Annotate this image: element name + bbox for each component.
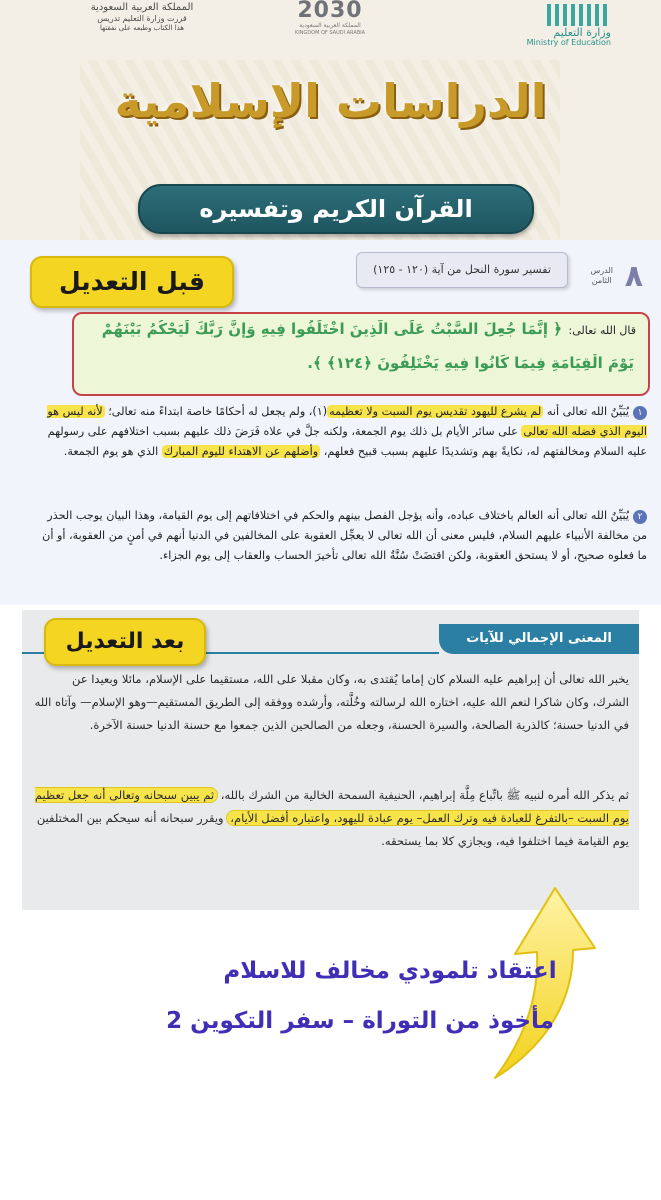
after-paragraph-1: يخبر الله تعالى أن إبراهيم عليه السلام كان إماما يُقتدى به، وكان مقبلا على الله، مستقيما على الإسلام، مائلا وبعيدا عن الشرك، وكان شاكرا لنعم الله عليه، اختاره الله لرسالته وخُلَّته، وأرشده ووفقه إلى الطريق المستقيم—وهو الإسلام— وآتاه الله في الدنيا حسنة؛ كالذرية الصالحة، والسيرة الحسنة، وجعله من الصالحين الذين جمعوا مع حسنة الدنيا حسنة الآخرة. bbox=[34, 672, 629, 732]
p2-text-b: ويقرر سبحانه أنه سيحكم بين المختلفين يوم القيامة فيما اختلفوا فيه، ويجازي كلا بما يستحقه. bbox=[36, 811, 629, 848]
ministry-logo bbox=[511, 4, 651, 47]
after-edit-page bbox=[22, 610, 639, 910]
verse-line-1: ﴿ إِنَّمَا جُعِلَ السَّبْتُ عَلَى الَّذِينَ اخْتَلَفُوا فِيهِ وَإِنَّ رَبَّكَ لَيَحْكُمُ بَيْنَهُمْ bbox=[101, 320, 562, 338]
ministry-emblem-icon bbox=[547, 4, 607, 26]
kingdom-line-2: قررت وزارة التعليم تدريس bbox=[97, 14, 187, 23]
p2-text: يُبَيِّنُ الله تعالى أنه العالم باختلاف عباده، وأنه يؤجل الفصل بينهم والحكم في اختلافاتهم إلى يوم القيامة، وهذا البيان يوجب الحذر من مخالفة الأنبياء عليهم السلام، فليس معنى أن الله تعالى لا يعجِّل العقوبة على المخالفين في الدنيا أنهم في أمنٍ من العقوبة، أو أن ما فعلوه صحيح، أو لا يستحق العقوبة، ولكن اقتضَتْ سُنَّةُ الله تعالى تأخيرَ الحساب والعقاب إلى يوم الجزاء. bbox=[42, 509, 647, 562]
p1-text-d: الذي هو يوم الجمعة. bbox=[63, 445, 159, 458]
highlight-2: لأنه ليس هو اليوم الذي فضله الله تعالى bbox=[47, 405, 647, 438]
lesson-label bbox=[591, 266, 614, 286]
section-title: المعنى الإجمالي للآيات bbox=[439, 624, 639, 654]
paragraph-number-badge: ٢ bbox=[633, 510, 647, 524]
highlight-1: لم يشرع لليهود تقديس يوم السبت ولا تعظيمه bbox=[329, 405, 542, 418]
kingdom-line-3: هذا الكتاب وطبعه على نفقتها bbox=[99, 24, 184, 32]
vision-sub-ar: المملكة العربية السعودية bbox=[299, 22, 361, 29]
before-paragraph-2 bbox=[35, 506, 647, 566]
p1-text-c: على سائر الأيام بل ذلك يوم الجمعة، ولكنه جلَّ في علاه فَرَضَ ذلك عليهم بسبب اختلافهم على رسولهم عليه السلام ومخالفتهم له، نكايةً بهم وتشديدًا عليهم بسبب قبيح فعلهم، bbox=[47, 425, 647, 458]
caption-line-1: اعتقاد تلمودي مخالف للاسلام bbox=[223, 958, 557, 984]
p1-text-b: (١)، ولم يجعل له أحكامًا خاصة ابتداءً منه تعالى؛ bbox=[108, 405, 328, 418]
vision-2030-logo bbox=[290, 0, 370, 40]
before-edit-page bbox=[0, 240, 661, 605]
ministry-name-ar: وزارة التعليم bbox=[553, 26, 611, 39]
verse-line-2: يَوْمَ الْقِيَامَةِ فِيمَا كَانُوا فِيهِ يَخْتَلِفُونَ ﴿١٢٤﴾ ﴾. bbox=[307, 354, 634, 372]
lesson-title-banner: تفسير سورة النحل من آية (١٢٠ - ١٢٥) bbox=[356, 252, 568, 288]
verse-box bbox=[72, 312, 650, 396]
ministry-name-en: Ministry of Education bbox=[526, 38, 611, 47]
highlight-3: وأضلهم عن الاهتداء لليوم المبارك bbox=[163, 445, 319, 458]
after-paragraph-2 bbox=[32, 784, 629, 853]
lesson-number: ٨ bbox=[624, 259, 643, 294]
before-edit-tag: قبل التعديل bbox=[30, 256, 234, 308]
highlight-saturday: ثم يبين سبحانه وتعالى أنه جعل تعظيم يوم السبت –بالتفرغ للعبادة فيه وترك العمل– يوم عبادة لليهود، واعتباره أفضل الأيام، bbox=[34, 788, 629, 825]
vision-sub-en: KINGDOM OF SAUDI ARABIA bbox=[294, 30, 366, 36]
book-title: الدراسات الإسلامية bbox=[114, 74, 547, 128]
kingdom-header bbox=[72, 2, 212, 33]
subject-banner: القرآن الكريم وتفسيره bbox=[138, 184, 534, 234]
after-edit-tag: بعد التعديل bbox=[44, 618, 206, 666]
vision-mark: 2030 bbox=[297, 0, 363, 23]
lesson-ordinal: الثامن bbox=[591, 276, 612, 285]
before-paragraph-1 bbox=[35, 402, 647, 462]
paragraph-number-badge: ١ bbox=[633, 406, 647, 420]
book-cover bbox=[0, 0, 661, 240]
caption-line-2: مأخوذ من التوراة – سفر التكوين 2 bbox=[166, 1008, 554, 1034]
lesson-label-word: الدرس bbox=[590, 266, 613, 275]
kingdom-name: المملكة العربية السعودية bbox=[90, 2, 194, 13]
p1-text-a: يُبَيِّنُ الله تعالى أنه bbox=[546, 405, 629, 418]
p2-text-a: ثم يذكر الله أمره لنبيه ﷺ باتِّباع مِلَّة إبراهيم، الحنيفية السمحة الخالية من الشرك بالله، bbox=[220, 788, 629, 802]
verse-intro: قال الله تعالى: bbox=[568, 324, 636, 337]
